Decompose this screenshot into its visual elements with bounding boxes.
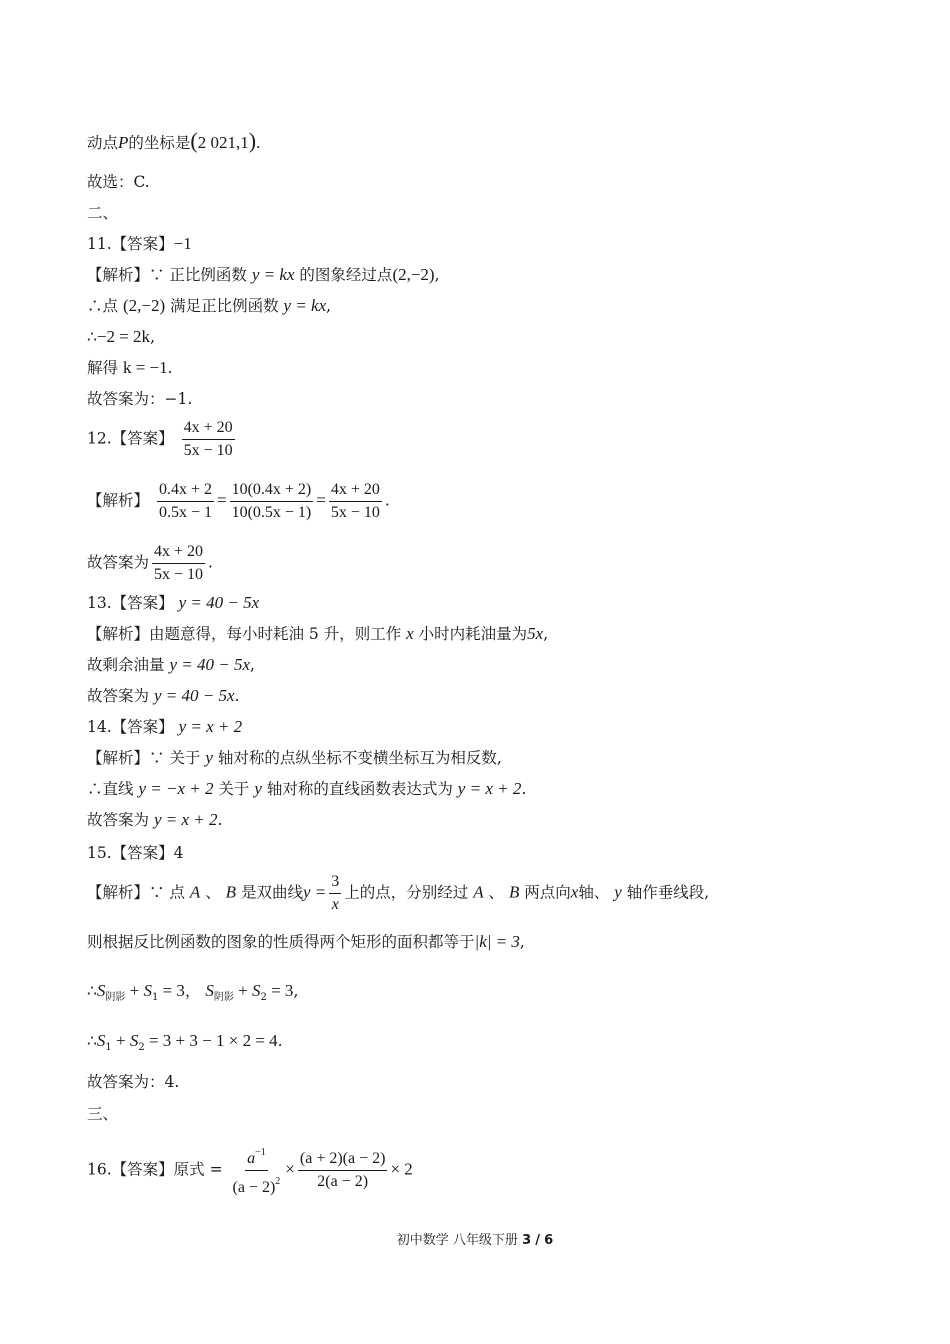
- answer-line: 13.【答案】 y = 40 − 5x: [87, 593, 260, 612]
- solution-line: 【解析】 $\frac{0.4x + 2}{0.5x - 1}$ = $\frac{10(0.4x + 2)}{10(0.5x - 1)}$ = $\frac{4x + 20}{5x - 10}$ .: [87, 481, 390, 521]
- fraction: $\frac{10(0.4x + 2)}{10(0.5x - 1)}$: [231, 481, 312, 521]
- section-heading: 三、: [87, 1105, 119, 1123]
- solution-line: $\therefore S_1 + S_2 = 3 + 3 - 1 \times 2 = 4$.: [87, 1031, 283, 1053]
- fraction: $\frac{a^{-1}}{(a - 2)^2}$: [231, 1143, 283, 1198]
- fraction: $\frac{4x + 20}{5x - 10}$: [183, 419, 233, 459]
- solution-line: 故答案为 $\frac{4x + 20}{5x - 10}$ .: [87, 543, 213, 583]
- footer-subject: 初中数学 八年级下册: [396, 1233, 518, 1248]
- answer-line: 12.【答案】 $\frac{4x + 20}{5x - 10}$: [87, 419, 233, 459]
- fraction: $\frac{4x + 20}{5x - 10}$: [330, 481, 380, 521]
- text-line: 故选：C.: [87, 173, 150, 191]
- section-heading: 二、: [87, 204, 119, 222]
- solution-line: $\therefore S_{阴影} + S_1 = 3$， $S_{阴影} + S_2 = 3$,: [87, 981, 299, 1003]
- solution-line: 解得 k = −1.: [87, 358, 173, 377]
- solution-line: 故答案为 y = 40 − 5x.: [87, 686, 240, 705]
- footer-page-number: 3: [522, 1233, 532, 1248]
- solution-line: ∴点 (2,−2) 满足正比例函数 y = kx,: [87, 296, 332, 315]
- page-footer: 初中数学 八年级下册 3 / 6: [396, 1233, 554, 1248]
- answer-line: 16.【答案】原式 = $\frac{a^{-1}}{(a - 2)^2}$ × $\frac{(a + 2)(a - 2)}{2(a - 2)}$ × 2: [87, 1143, 413, 1198]
- solution-line: ∴直线 y = −x + 2 关于 y 轴对称的直线函数表达式为 y = x + 2.: [87, 779, 527, 798]
- fraction: $\frac{(a + 2)(a - 2)}{2(a - 2)}$: [299, 1150, 386, 1190]
- solution-line: 故剩余油量 y = 40 − 5x,: [87, 655, 255, 674]
- solution-line: 则根据反比例函数的图象的性质得两个矩形的面积都等于|k| = 3,: [87, 932, 525, 951]
- answer-line: 15.【答案】4: [87, 844, 184, 862]
- text-line: 动点P的坐标是(2 021,1).: [87, 128, 261, 153]
- solution-line: 【解析】由题意得，每小时耗油 5 升，则工作 x 小时内耗油量为5x,: [87, 624, 549, 643]
- fraction: $\frac{3}{x}$: [331, 873, 340, 913]
- solution-line: 故答案为：−1.: [87, 390, 193, 408]
- fraction: $\frac{0.4x + 2}{0.5x - 1}$: [158, 481, 212, 521]
- solution-line: 【解析】∵ 关于 y 轴对称的点纵坐标不变横坐标互为相反数,: [87, 748, 502, 767]
- footer-page-total: 6: [544, 1233, 554, 1248]
- solution-line: 【解析】∵ 正比例函数 y = kx 的图象经过点(2,−2),: [87, 265, 440, 284]
- answer-line: 14.【答案】 y = x + 2: [87, 717, 243, 736]
- solution-line: 故答案为：4.: [87, 1073, 180, 1091]
- solution-line: 【解析】∵ 点 A 、 B 是双曲线y = $\frac{3}{x}$ 上的点，分别经过 A 、 B 两点向x轴、 y 轴作垂线段,: [87, 873, 710, 913]
- answer-line: 11.【答案】−1: [87, 234, 192, 253]
- solution-line: 故答案为 y = x + 2.: [87, 810, 223, 829]
- fraction: $\frac{4x + 20}{5x - 10}$: [154, 543, 204, 583]
- solution-line: ∴−2 = 2k,: [87, 327, 155, 346]
